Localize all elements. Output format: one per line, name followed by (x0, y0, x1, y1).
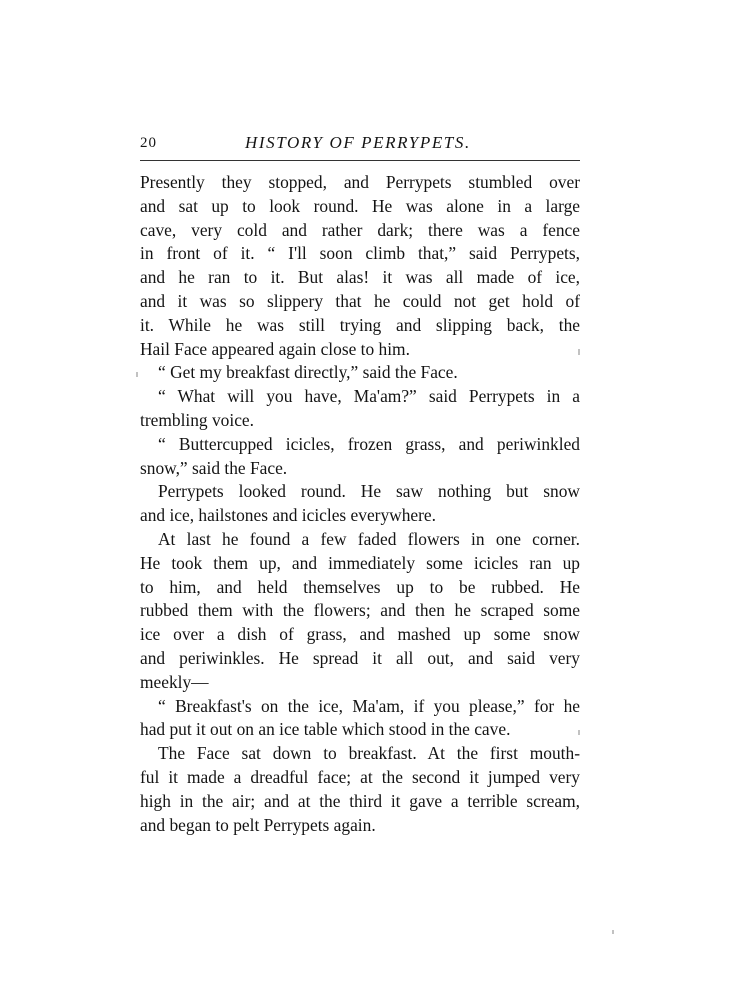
text-line: to him, and held themselves up to be rubbed. He (140, 576, 580, 597)
text-line: snow,” said the Face. (140, 457, 288, 478)
print-speck (578, 730, 580, 735)
text-line: high in the air; and at the third it gave a terrible scream, (140, 790, 580, 811)
text-line: and periwinkles. He spread it all out, and said very (140, 647, 580, 668)
text-line: The Face sat down to breakfast. At the first mouth- (158, 743, 580, 764)
text-line: and sat up to look round. He was alone in a large (140, 195, 580, 216)
text-line: had put it out on an ice table which stood in the cave. (140, 719, 511, 740)
text-line: ice over a dish of grass, and mashed up some snow (140, 624, 580, 645)
print-speck (578, 349, 580, 355)
text-line: He took them up, and immediately some icicles ran up (140, 552, 580, 573)
text-line: ful it made a dreadful face; at the second it jumped very (140, 766, 580, 787)
text-line: At last he found a few faded flowers in one corner. (158, 528, 580, 549)
text-line: Perrypets looked round. He saw nothing but snow (158, 481, 580, 502)
text-line: it. While he was still trying and slipping back, the (140, 314, 580, 335)
text-line: “ Breakfast's on the ice, Ma'am, if you please,” for he (158, 695, 580, 716)
text-line: “ What will you have, Ma'am?” said Perrypets in a (158, 386, 580, 407)
text-line: “ Get my breakfast directly,” said the Face. (158, 362, 458, 383)
text-line: rubbed them with the flowers; and then he scraped some (140, 600, 580, 621)
print-speck (612, 930, 614, 934)
text-line: and he ran to it. But alas! it was all made of ice, (140, 267, 580, 288)
text-line: meekly— (140, 671, 209, 692)
body-text (140, 171, 580, 837)
text-line: and began to pelt Perrypets again. (140, 814, 376, 835)
text-line: “ Buttercupped icicles, frozen grass, and periwinkled (158, 433, 580, 454)
header-rule (140, 160, 580, 161)
text-line: and ice, hailstones and icicles everywhere. (140, 505, 436, 526)
text-line: trembling voice. (140, 409, 254, 430)
running-title: HISTORY OF PERRYPETS. (245, 133, 471, 152)
running-head (140, 133, 580, 157)
text-line: Hail Face appeared again close to him. (140, 338, 410, 359)
text-line: and it was so slippery that he could not get hold of (140, 290, 580, 311)
text-line: cave, very cold and rather dark; there was a fence (140, 219, 580, 240)
page-number: 20 (140, 135, 157, 151)
text-line: Presently they stopped, and Perrypets stumbled over (140, 172, 580, 192)
text-line: in front of it. “ I'll soon climb that,” said Perrypets, (140, 243, 580, 264)
print-speck (136, 372, 138, 377)
